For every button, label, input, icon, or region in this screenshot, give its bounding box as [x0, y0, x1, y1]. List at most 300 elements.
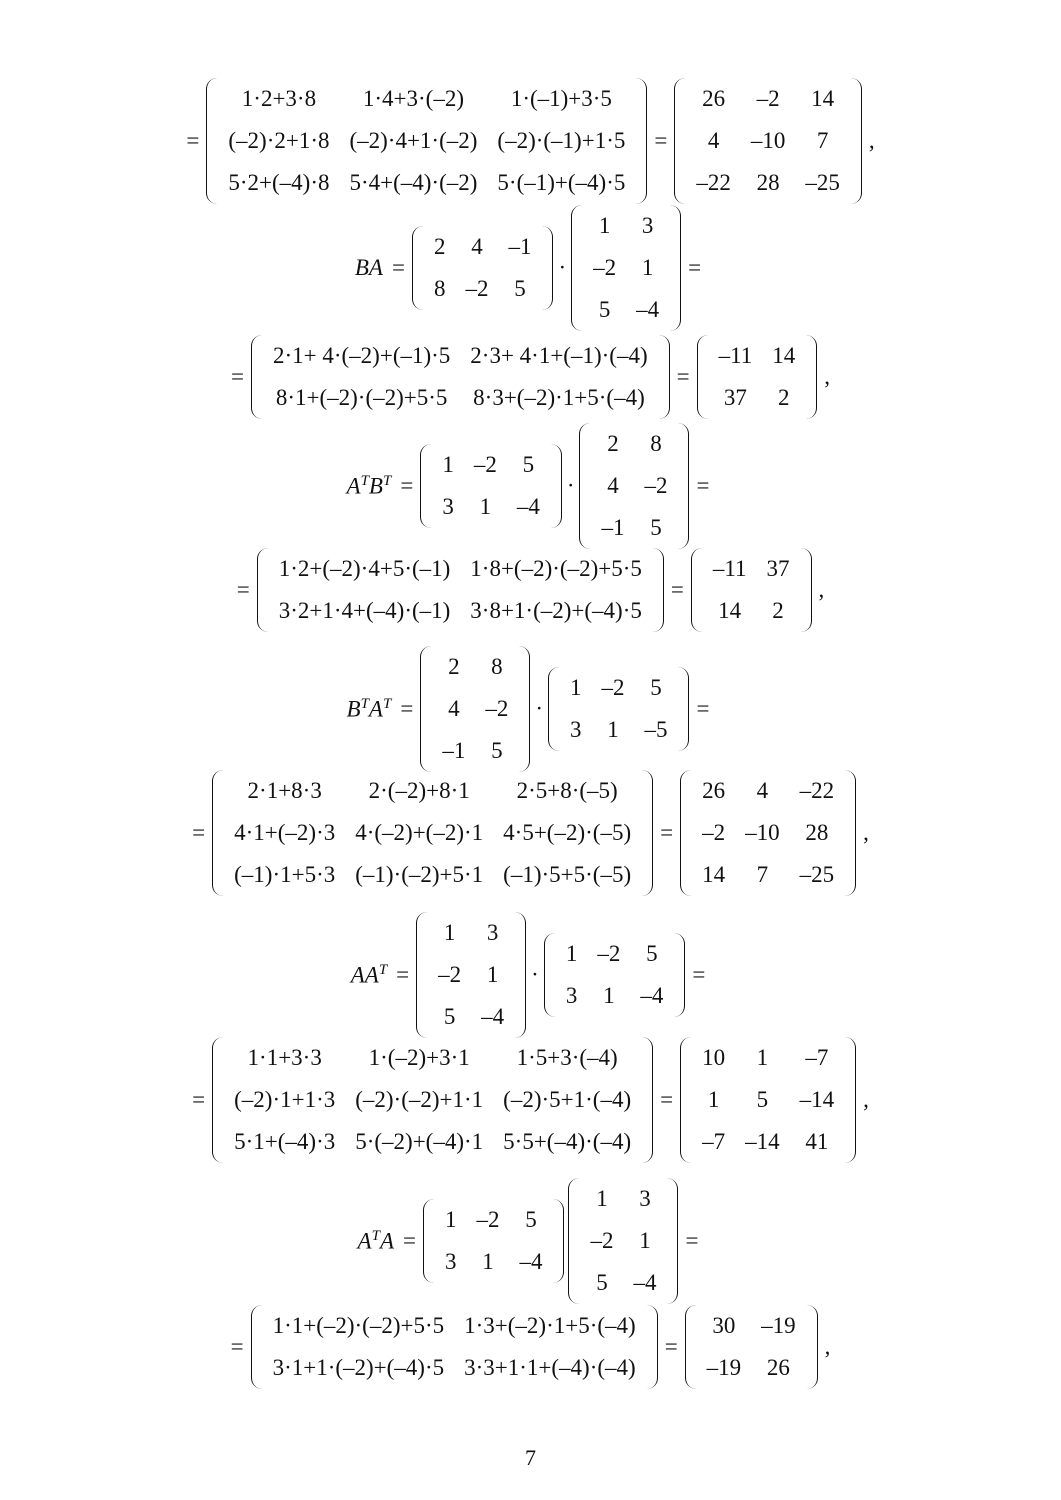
right-parenthesis: [646, 1305, 658, 1389]
matrix-row: [692, 1121, 844, 1163]
matrix-cell: 4: [607, 473, 619, 498]
left-parenthesis: [251, 1305, 263, 1389]
matrix-cell: 26: [702, 86, 726, 111]
matrix-row: [692, 854, 844, 896]
matrix-cell: 3: [569, 717, 582, 742]
right-matrix: [544, 933, 686, 1017]
matrix-cell: 1: [598, 213, 611, 238]
equation-10: [0, 1178, 1061, 1304]
equation-9: [0, 1037, 1061, 1163]
equals-sign: =: [688, 255, 702, 280]
matrix-cell: –10: [750, 128, 786, 153]
comma: ,: [863, 1087, 869, 1112]
matrix-row: [692, 1079, 844, 1121]
equals-sign: =: [670, 577, 684, 602]
right-parenthesis: [652, 548, 664, 632]
lhs-symbol: A: [368, 696, 383, 722]
left-parenthesis: [697, 335, 709, 419]
matrix-row: [224, 854, 641, 896]
left-parenthesis: [691, 548, 703, 632]
matrix-cell: (–1)·1+5·3: [234, 862, 336, 887]
left-parenthesis: [674, 78, 686, 204]
left-matrix: [423, 1199, 565, 1283]
right-matrix: [571, 205, 681, 331]
left-parenthesis: [257, 548, 269, 632]
matrix-cell: (–2)·(–2)+1·1: [355, 1087, 484, 1112]
matrix-row: [692, 812, 844, 854]
matrix-cells: [269, 548, 652, 632]
matrix-cell: 2: [772, 598, 784, 623]
matrix-cell: 1: [603, 983, 615, 1008]
matrix-row: [709, 335, 806, 377]
matrix-cell: 1: [482, 1249, 494, 1274]
matrix-cell: 3·1+1·(–2)+(–4)·5: [272, 1355, 445, 1380]
left-matrix: [412, 226, 554, 310]
matrix-cell: 26: [766, 1355, 790, 1380]
lhs-symbol: B: [368, 473, 383, 499]
right-matrix: [579, 423, 689, 549]
lhs-symbol: A: [357, 1228, 372, 1254]
equals-sign: =: [400, 696, 414, 721]
transpose-superscript: T: [382, 695, 392, 712]
matrix-cell: –2: [597, 941, 621, 966]
matrix-cell: 1: [596, 1186, 608, 1211]
matrix-cell: –14: [745, 1129, 780, 1154]
matrix-cell: 41: [805, 1129, 829, 1154]
matrix-cells: [556, 933, 674, 1017]
equals-sign: =: [186, 128, 200, 153]
left-parenthesis: [412, 226, 424, 310]
right-parenthesis: [677, 423, 689, 549]
matrix-row: [218, 162, 635, 204]
matrix-cell: (–2)·1+1·3: [234, 1087, 336, 1112]
left-parenthesis: [548, 667, 560, 751]
right-parenthesis: [641, 1037, 653, 1163]
matrix-cell: 4: [448, 696, 460, 721]
matrix-cells: [224, 770, 641, 896]
page-number: 7: [525, 1445, 536, 1470]
matrix-cell: –4: [481, 1004, 505, 1029]
equals-sign: =: [660, 1087, 674, 1112]
matrix-cell: (–2)·5+1·(–4): [503, 1087, 632, 1112]
matrix-cell: 2·1+8·3: [247, 778, 322, 803]
matrix-cell: –2: [756, 86, 780, 111]
matrix-cell: –10: [745, 820, 780, 845]
matrix-cells: [580, 1178, 666, 1304]
matrix-row: [218, 78, 635, 120]
matrix-cell: 1: [707, 1087, 720, 1112]
matrix-cell: 28: [805, 820, 829, 845]
matrix-row: [686, 78, 850, 120]
matrix-cell: 1: [639, 1228, 651, 1253]
matrix-row: [435, 1199, 553, 1241]
matrix-cell: –25: [799, 862, 835, 887]
equals-sign: =: [654, 128, 668, 153]
equals-sign: =: [696, 696, 710, 721]
right-parenthesis: [805, 335, 817, 419]
matrix-row: [424, 226, 542, 268]
right-parenthesis: [844, 770, 856, 896]
matrix-row: [269, 548, 652, 590]
matrix-cell: 14: [772, 343, 796, 368]
matrix-cell: 1·5+3·(–4): [516, 1045, 618, 1070]
matrix-cell: –25: [805, 170, 840, 195]
equation-8: [0, 912, 1061, 1038]
matrix-cell: 3·2+1·4+(–4)·(–1): [278, 598, 451, 623]
matrix-cell: 2: [778, 385, 790, 410]
lhs-symbol: BA: [354, 255, 383, 280]
left-parenthesis: [568, 1178, 580, 1304]
matrix-cell: 5·5+(–4)·(–4): [503, 1129, 632, 1154]
multiply-dot: ·: [531, 962, 539, 987]
matrix-cells: [218, 78, 635, 204]
equation-lhs: [358, 1228, 394, 1255]
comma: ,: [818, 577, 825, 602]
matrix-cell: 5·1+(–4)·3: [234, 1129, 336, 1154]
matrix-row: [428, 996, 514, 1038]
matrix-row: [435, 1241, 553, 1283]
matrix-cell: 2: [448, 654, 460, 679]
matrix-cell: 5: [491, 738, 503, 763]
matrix-cell: 1·2+3·8: [241, 86, 317, 111]
matrix-row: [591, 507, 677, 549]
matrix-row: [686, 120, 850, 162]
left-parenthesis: [420, 646, 432, 772]
matrix-row: [224, 812, 641, 854]
right-parenthesis: [541, 226, 553, 310]
right-parenthesis: [673, 933, 685, 1017]
right-parenthesis: [669, 205, 681, 331]
matrix-row: [263, 377, 658, 419]
matrix-cell: 1·3+(–2)·1+5·(–4): [464, 1313, 636, 1338]
left-parenthesis: [416, 912, 428, 1038]
matrix-row: [709, 377, 806, 419]
matrix-row: [583, 205, 669, 247]
equals-sign: =: [391, 255, 405, 280]
right-parenthesis: [850, 78, 862, 204]
matrix-cell: 5: [514, 276, 526, 301]
matrix-cell: 5·(–1)+(–4)·5: [497, 170, 626, 195]
matrix-cell: 1·8+(–2)·(–2)+5·5: [470, 556, 642, 581]
transpose-superscript: T: [360, 472, 369, 489]
lhs-symbol: AA: [350, 962, 379, 988]
matrix-cell: 1: [569, 675, 582, 700]
equals-sign: =: [664, 1334, 678, 1359]
matrix-cell: –11: [718, 343, 753, 368]
right-parenthesis: [514, 912, 526, 1038]
matrix-cell: 30: [712, 1313, 736, 1338]
equation-4: [0, 423, 1061, 549]
right-parenthesis: [666, 1178, 678, 1304]
equation-1: [0, 78, 1061, 204]
matrix-cell: –2: [465, 276, 489, 301]
right-parenthesis: [806, 1305, 818, 1389]
left-matrix: [420, 444, 562, 528]
matrix-row: [424, 268, 542, 310]
left-parenthesis: [212, 770, 224, 896]
matrix-cell: 4: [707, 128, 720, 153]
right-parenthesis: [658, 335, 670, 419]
matrix-cells: [424, 226, 542, 310]
matrix-cell: –11: [712, 556, 747, 581]
matrix-cell: 1: [565, 941, 578, 966]
matrix-row: [432, 486, 550, 528]
multiply-dot: ·: [566, 473, 575, 498]
matrix-cell: –7: [805, 1045, 829, 1070]
comma: ,: [824, 1334, 831, 1359]
lhs-symbol: B: [346, 696, 361, 722]
matrix-cell: 1·1+(–2)·(–2)+5·5: [272, 1313, 445, 1338]
matrix-cell: –4: [633, 1270, 657, 1295]
matrix-cell: –2: [593, 255, 617, 280]
matrix-row: [692, 770, 844, 812]
equals-sign: =: [660, 820, 674, 845]
matrix-cells: [709, 335, 806, 419]
matrix-cell: 4·1+(–2)·3: [234, 820, 336, 845]
comma: ,: [824, 364, 830, 389]
matrix-cell: 5: [650, 675, 662, 700]
matrix-cell: 2·3+ 4·1+(–1)·(–4): [470, 343, 648, 368]
left-matrix: [257, 548, 664, 632]
matrix-cell: 4·5+(–2)·(–5): [503, 820, 632, 845]
matrix-cell: –22: [696, 170, 731, 195]
matrix-row: [580, 1262, 666, 1304]
matrix-cell: 8: [433, 276, 446, 301]
left-matrix: [206, 78, 647, 204]
matrix-cell: 3: [442, 494, 454, 519]
matrix-cell: 1: [607, 717, 619, 742]
matrix-row: [432, 730, 518, 772]
matrix-row: [224, 770, 641, 812]
matrix-cell: 5: [443, 1004, 456, 1029]
matrix-row: [692, 1037, 844, 1079]
matrix-row: [703, 590, 800, 632]
right-parenthesis: [518, 646, 530, 772]
matrix-cell: 1: [479, 494, 492, 519]
matrix-cell: –2: [485, 696, 509, 721]
matrix-cell: (–2)·(–1)+1·5: [497, 128, 626, 153]
matrix-cell: 2: [433, 234, 446, 259]
left-parenthesis: [423, 1199, 435, 1283]
matrix-cells: [263, 1305, 646, 1389]
matrix-cell: 14: [718, 598, 742, 623]
matrix-cells: [697, 1305, 806, 1389]
matrix-cell: –22: [799, 778, 835, 803]
left-parenthesis: [420, 444, 432, 528]
matrix-cell: 3: [639, 1186, 651, 1211]
lhs-symbol: A: [346, 473, 361, 499]
left-parenthesis: [680, 770, 692, 896]
matrix-cell: 3: [486, 920, 499, 945]
right-matrix: [691, 548, 812, 632]
left-parenthesis: [579, 423, 591, 549]
matrix-cell: 1·(–1)+3·5: [510, 86, 612, 111]
equals-sign: =: [236, 577, 250, 602]
equation-lhs: [347, 696, 392, 723]
matrix-cell: 5·4+(–4)·(–2): [349, 170, 478, 195]
matrix-cell: –19: [706, 1355, 742, 1380]
matrix-cells: [703, 548, 800, 632]
matrix-row: [432, 688, 518, 730]
matrix-cells: [692, 1037, 844, 1163]
matrix-cell: –1: [442, 738, 466, 763]
matrix-cell: 5: [522, 452, 535, 477]
matrix-cell: 5: [598, 297, 611, 322]
equation-lhs: [347, 473, 392, 500]
matrix-cell: 1·2+(–2)·4+5·(–1): [278, 556, 451, 581]
matrix-cell: –4: [640, 983, 664, 1008]
matrix-cell: 1·1+3·3: [247, 1045, 322, 1070]
matrix-cell: –2: [438, 962, 462, 987]
matrix-row: [218, 120, 635, 162]
transpose-superscript: T: [378, 961, 388, 978]
equals-sign: =: [192, 820, 206, 845]
equation-6: [0, 646, 1061, 772]
equals-sign: =: [692, 962, 706, 987]
matrix-row: [591, 423, 677, 465]
right-parenthesis: [677, 667, 689, 751]
right-parenthesis: [552, 1199, 564, 1283]
left-matrix: [420, 646, 530, 772]
matrix-cell: 3: [444, 1249, 457, 1274]
matrix-cell: –2: [476, 1207, 500, 1232]
matrix-cells: [432, 444, 550, 528]
matrix-cell: 1: [443, 920, 456, 945]
equation-7: [0, 770, 1061, 896]
matrix-row: [580, 1220, 666, 1262]
matrix-cells: [432, 646, 518, 772]
matrix-cells: [692, 770, 844, 896]
equals-sign: =: [676, 364, 690, 389]
comma: ,: [863, 820, 869, 845]
left-matrix: [416, 912, 526, 1038]
matrix-cell: (–1)·5+5·(–5): [503, 862, 632, 887]
equals-sign: =: [231, 364, 244, 389]
matrix-cell: 8·1+(–2)·(–2)+5·5: [275, 385, 448, 410]
matrix-cell: 1: [486, 962, 499, 987]
matrix-cell: –19: [761, 1313, 796, 1338]
matrix-row: [224, 1079, 641, 1121]
equation-11: [0, 1305, 1061, 1389]
matrix-cell: 7: [756, 862, 769, 887]
equals-sign: =: [192, 1087, 206, 1112]
multiply-dot: ·: [558, 255, 567, 280]
matrix-cell: –4: [516, 494, 540, 519]
matrix-cells: [583, 205, 669, 331]
matrix-cell: –2: [590, 1228, 614, 1253]
matrix-row: [556, 933, 674, 975]
equation-lhs: [355, 255, 383, 281]
equals-sign: =: [396, 962, 410, 987]
matrix-cell: 2·5+8·(–5): [516, 778, 618, 803]
matrix-cell: 2·(–2)+8·1: [368, 778, 470, 803]
right-parenthesis: [641, 770, 653, 896]
transpose-superscript: T: [382, 472, 392, 489]
right-parenthesis: [635, 78, 647, 204]
right-matrix: [548, 667, 690, 751]
matrix-cell: 14: [811, 86, 835, 111]
matrix-cell: 8: [491, 654, 503, 679]
right-matrix: [674, 78, 862, 204]
matrix-cell: 8·3+(–2)·1+5·(–4): [473, 385, 645, 410]
matrix-cell: (–2)·2+1·8: [228, 128, 330, 153]
left-parenthesis: [251, 335, 263, 419]
lhs-symbol: A: [379, 1228, 394, 1254]
matrix-cell: 8: [650, 431, 662, 456]
right-matrix: [680, 1037, 856, 1163]
equation-lhs: [351, 962, 387, 989]
matrix-cells: [560, 667, 678, 751]
left-parenthesis: [212, 1037, 224, 1163]
right-parenthesis: [550, 444, 562, 528]
multiply-dot: ·: [535, 696, 543, 721]
matrix-cell: 26: [702, 778, 726, 803]
matrix-cells: [435, 1199, 553, 1283]
matrix-cell: 1: [444, 1207, 457, 1232]
matrix-cell: 14: [702, 862, 726, 887]
matrix-row: [583, 289, 669, 331]
matrix-row: [583, 247, 669, 289]
matrix-cell: –4: [519, 1249, 543, 1274]
matrix-cell: 3·8+1·(–2)+(–4)·5: [470, 598, 642, 623]
left-parenthesis: [680, 1037, 692, 1163]
right-matrix: [685, 1305, 818, 1389]
matrix-row: [432, 444, 550, 486]
matrix-cell: 37: [766, 556, 790, 581]
matrix-row: [580, 1178, 666, 1220]
matrix-cell: 5·2+(–4)·8: [228, 170, 330, 195]
matrix-cells: [686, 78, 850, 204]
matrix-row: [591, 465, 677, 507]
equals-sign: =: [403, 1228, 416, 1253]
equation-5: [0, 548, 1061, 632]
matrix-cells: [591, 423, 677, 549]
matrix-row: [269, 590, 652, 632]
equation-2: [0, 205, 1061, 331]
left-parenthesis: [685, 1305, 697, 1389]
right-parenthesis: [800, 548, 812, 632]
matrix-cell: 1: [756, 1045, 769, 1070]
matrix-cell: 5·(–2)+(–4)·1: [355, 1129, 484, 1154]
matrix-cell: 5: [650, 515, 662, 540]
matrix-cell: 3: [641, 213, 654, 238]
matrix-cell: 5: [646, 941, 658, 966]
matrix-cells: [428, 912, 514, 1038]
matrix-cell: –14: [799, 1087, 835, 1112]
matrix-row: [224, 1037, 641, 1079]
comma: ,: [868, 128, 875, 153]
matrix-cell: 5: [525, 1207, 537, 1232]
matrix-row: [428, 912, 514, 954]
matrix-row: [560, 709, 678, 751]
matrix-row: [556, 975, 674, 1017]
left-matrix: [251, 335, 670, 419]
matrix-cell: –4: [636, 297, 660, 322]
matrix-cell: 1: [442, 452, 454, 477]
matrix-cell: 28: [756, 170, 780, 195]
matrix-row: [432, 646, 518, 688]
matrix-row: [686, 162, 850, 204]
matrix-row: [428, 954, 514, 996]
matrix-cell: –1: [601, 515, 625, 540]
left-parenthesis: [571, 205, 583, 331]
matrix-cell: 5: [756, 1087, 769, 1112]
transpose-superscript: T: [360, 695, 369, 712]
matrix-cell: 2: [607, 431, 619, 456]
equals-sign: =: [696, 473, 710, 498]
matrix-cells: [224, 1037, 641, 1163]
matrix-cell: 7: [816, 128, 829, 153]
